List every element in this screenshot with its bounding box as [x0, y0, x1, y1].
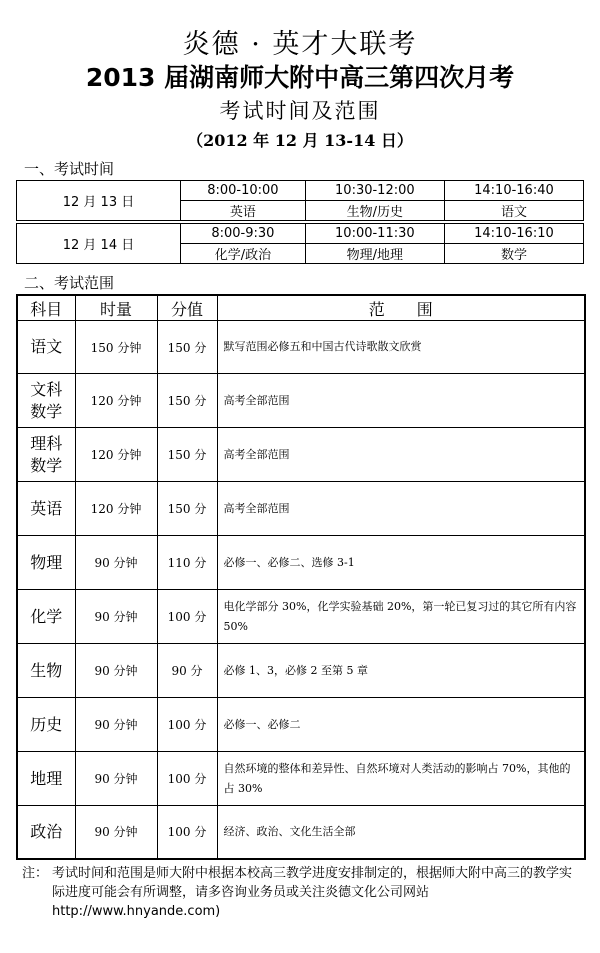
- schedule-row-time: [17, 181, 584, 201]
- score-cell: 100 分: [157, 806, 217, 859]
- schedule-subject: 英语: [181, 201, 306, 221]
- score-cell: 90 分: [157, 644, 217, 698]
- scope-table: [16, 294, 586, 860]
- scope-header-row: [17, 295, 585, 321]
- hours-cell: 90 分钟: [75, 698, 157, 752]
- subject-cell: 政治: [17, 806, 75, 859]
- table-row: [17, 698, 585, 752]
- range-cell: 电化学部分 30%，化学实验基础 20%，第一轮已复习过的其它所有内容 50%: [217, 590, 585, 644]
- exam-main-title: 2013 届湖南师大附中高三第四次月考: [85, 63, 515, 92]
- hours-cell: 120 分钟: [75, 482, 157, 536]
- table-row: [17, 806, 585, 859]
- schedule-table: [16, 180, 584, 264]
- table-row: [17, 644, 585, 698]
- schedule-subject: 化学/政治: [181, 244, 306, 264]
- range-cell: 高考全部范围: [217, 482, 585, 536]
- schedule-subject: 语文: [444, 201, 583, 221]
- schedule-time: 14:10-16:40: [444, 181, 583, 201]
- table-row: [17, 536, 585, 590]
- score-cell: 150 分: [157, 374, 217, 428]
- column-header-score: 分值: [157, 295, 217, 321]
- schedule-subject: 数学: [444, 244, 583, 264]
- score-cell: 150 分: [157, 482, 217, 536]
- score-cell: 110 分: [157, 536, 217, 590]
- exam-brand-title: 炎德 · 英才大联考: [182, 29, 418, 60]
- footnote: [22, 864, 582, 921]
- score-cell: 100 分: [157, 752, 217, 806]
- table-row: [17, 374, 585, 428]
- subject-cell: 英语: [17, 482, 75, 536]
- table-row: [17, 321, 585, 374]
- range-cell: 必修 1、3，必修 2 至第 5 章: [217, 644, 585, 698]
- schedule-time: 10:30-12:00: [305, 181, 444, 201]
- subject-cell: 生物: [17, 644, 75, 698]
- schedule-date: 12 月 14 日: [17, 224, 181, 264]
- range-cell: 自然环境的整体和差异性、自然环境对人类活动的影响占 70%，其他的占 30%: [217, 752, 585, 806]
- hours-cell: 90 分钟: [75, 590, 157, 644]
- subject-cell: 文科数学: [17, 374, 75, 428]
- schedule-time: 14:10-16:10: [444, 224, 583, 244]
- range-cell: 高考全部范围: [217, 374, 585, 428]
- schedule-row-time: [17, 224, 584, 244]
- hours-cell: 90 分钟: [75, 536, 157, 590]
- range-cell: 必修一、必修二、选修 3-1: [217, 536, 585, 590]
- range-cell: 必修一、必修二: [217, 698, 585, 752]
- schedule-time: 8:00-10:00: [181, 181, 306, 201]
- range-cell: 默写范围必修五和中国古代诗歌散文欣赏: [217, 321, 585, 374]
- hours-cell: 90 分钟: [75, 806, 157, 859]
- subject-cell: 语文: [17, 321, 75, 374]
- hours-cell: 90 分钟: [75, 752, 157, 806]
- score-cell: 100 分: [157, 590, 217, 644]
- subject-cell: 地理: [17, 752, 75, 806]
- column-header-subject: 科目: [17, 295, 75, 321]
- table-row: [17, 590, 585, 644]
- hours-cell: 90 分钟: [75, 644, 157, 698]
- subject-cell: 理科数学: [17, 428, 75, 482]
- exam-date-range: （2012 年 12 月 13-14 日）: [187, 131, 413, 150]
- hours-cell: 120 分钟: [75, 428, 157, 482]
- schedule-subject: 物理/地理: [305, 244, 444, 264]
- hours-cell: 120 分钟: [75, 374, 157, 428]
- subject-cell: 化学: [17, 590, 75, 644]
- score-cell: 100 分: [157, 698, 217, 752]
- schedule-subject: 生物/历史: [305, 201, 444, 221]
- schedule-date: 12 月 13 日: [17, 181, 181, 221]
- hours-cell: 150 分钟: [75, 321, 157, 374]
- range-cell: 经济、政治、文化生活全部: [217, 806, 585, 859]
- schedule-time: 10:00-11:30: [305, 224, 444, 244]
- scope-heading: 二、考试范围: [24, 274, 115, 292]
- footnote-text: 考试时间和范围是师大附中根据本校高三教学进度安排制定的，根据师大附中高三的教学实际进度可能会有所调整，请多咨询业务员或关注炎德文化公司网站 http://www.hnyande.com): [52, 866, 573, 919]
- range-cell: 高考全部范围: [217, 428, 585, 482]
- subject-cell: 物理: [17, 536, 75, 590]
- subject-cell: 历史: [17, 698, 75, 752]
- score-cell: 150 分: [157, 428, 217, 482]
- schedule-time: 8:00-9:30: [181, 224, 306, 244]
- column-header-hours: 时量: [75, 295, 157, 321]
- column-header-range: 范 围: [217, 295, 585, 321]
- score-cell: 150 分: [157, 321, 217, 374]
- schedule-heading: 一、考试时间: [24, 160, 115, 178]
- footnote-label: 注：: [22, 866, 49, 881]
- table-row: [17, 482, 585, 536]
- table-row: [17, 428, 585, 482]
- exam-subtitle: 考试时间及范围: [219, 99, 381, 123]
- table-row: [17, 752, 585, 806]
